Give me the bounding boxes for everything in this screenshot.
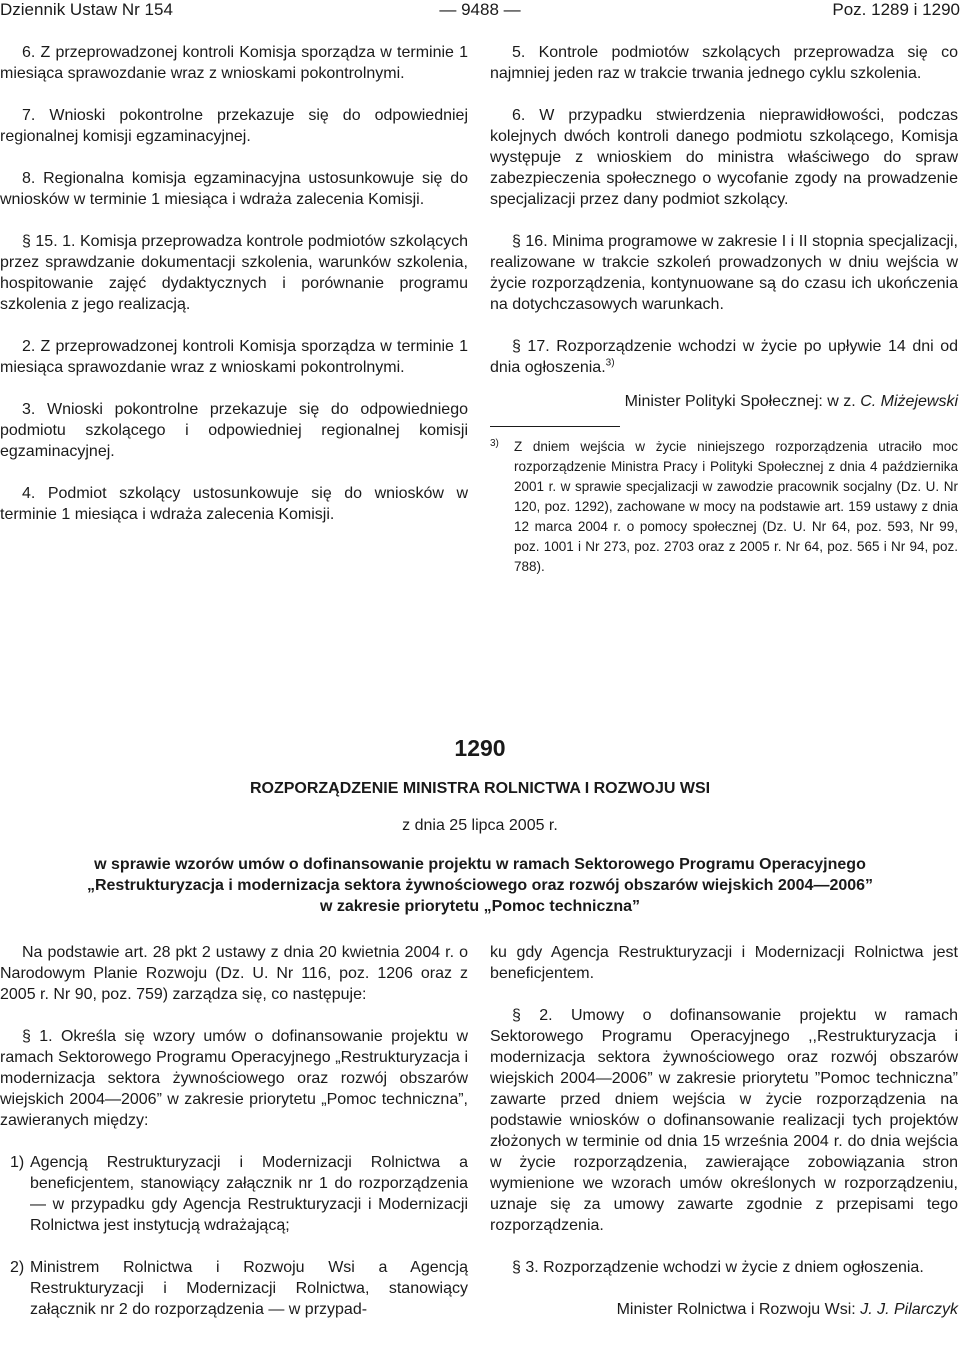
- footnote-divider: [490, 426, 620, 427]
- paragraph: 6. Z przeprowadzonej kontroli Komisja sporządza w terminie 1 miesiąca sprawozdanie wraz z wnioskami pokontrolnymi.: [0, 44, 468, 82]
- signature-name: J. J. Pilarczyk: [860, 1301, 958, 1318]
- lower-left-column: [0, 942, 468, 1341]
- paragraph: 7. Wnioski pokontrolne przekazuje się do odpowiedniej regionalnej komisji egzaminacyjnej.: [0, 107, 468, 145]
- paragraph-section-16: § 16. Minima programowe w zakresie I i II stopnia specjalizacji, realizowane w trakcie szkoleń prowadzonych w dniu wejścia w życie rozporządzenia, kontynuowane są do czasu ich ukończenia na dotychczasowych warunkach.: [490, 233, 958, 313]
- paragraph: 4. Podmiot szkolący ustosunkowuje się do wniosków w terminie 1 miesiąca i wdraża zalecenia Komisji.: [0, 485, 468, 523]
- paragraph: 3. Wnioski pokontrolne przekazuje się do odpowiedniego podmiotu szkolącego i odpowiedniej regionalnej komisji egzaminacyjnej.: [0, 401, 468, 460]
- list-item-number: 2): [10, 1259, 25, 1276]
- act-subject-line: „Restrukturyzacja i modernizacja sektora żywnościowego oraz rozwój obszarów wiejskich 2004—2006”: [86, 877, 874, 894]
- running-header: [0, 0, 960, 22]
- upper-left-column: [0, 42, 468, 546]
- signature-minister-social-policy: [490, 391, 958, 412]
- footnote-text: Z dniem wejścia w życie niniejszego rozporządzenia utraciło moc rozporządzenie Ministra Pracy i Polityki Społecznej z dnia 4 października 2001 r. w sprawie specjalizacji w zawodzie pracownik socjalny (Dz. U. Nr 120, poz. 1292), zachowane w mocy na podstawie art. 159 ustawy z dnia 12 marca 2004 r. o pomocy społecznej (Dz. U. Nr 64, poz. 593, Nr 99, poz. 1001 i Nr 273, poz. 2703 oraz z 2005 r. Nr 64, poz. 565 i Nr 94, poz. 788).: [514, 439, 958, 574]
- act-heading: [0, 735, 960, 917]
- paragraph-section-15: § 15. 1. Komisja przeprowadza kontrole podmiotów szkolących przez sprawdzanie dokumentacji szkolenia, warunków szkolenia, hospitowanie zajęć dydaktycznych i porównanie programu szkolenia z jego realizacją.: [0, 233, 468, 313]
- lower-right-column: [490, 942, 958, 1320]
- act-subject: [0, 854, 960, 917]
- list-item-text: Agencją Restrukturyzacji i Modernizacji Rolnictwa a beneficjentem, stanowiący załącznik nr 1 do rozporządzenia — w przypadku gdy Agencja Restrukturyzacji i Modernizacji Rolnictwa jest instytucją wdrażającą;: [30, 1154, 468, 1234]
- paragraph-section-3: § 3. Rozporządzenie wchodzi w życie z dniem ogłoszenia.: [512, 1259, 924, 1276]
- legal-basis: Na podstawie art. 28 pkt 2 ustawy z dnia 20 kwietnia 2004 r. o Narodowym Planie Rozwoju (Dz. U. Nr 116, poz. 1206 oraz z 2005 r. Nr 90, poz. 759) zarządza się, co następuje:: [0, 944, 468, 1003]
- paragraph: 8. Regionalna komisja egzaminacyjna ustosunkowuje się do wniosków w terminie 1 miesiąca i wdraża zalecenia Komisji.: [0, 170, 468, 208]
- position-label: Poz. 1289 i 1290: [832, 0, 960, 19]
- footnote-mark: 3): [490, 438, 499, 449]
- paragraph-continuation: ku gdy Agencja Restrukturyzacji i Modernizacji Rolnictwa jest beneficjentem.: [490, 944, 958, 982]
- signature-name: C. Miżejewski: [860, 393, 958, 410]
- upper-right-column: [490, 42, 958, 577]
- list-item-number: 1): [10, 1154, 25, 1171]
- paragraph-section-2: § 2. Umowy o dofinansowanie projektu w ramach Sektorowego Programu Operacyjnego ,,Restrukturyzacja i modernizacja sektora żywnościowego oraz rozwój obszarów wiejskich 2004—2006” w zakresie priorytetu ”Pomoc techniczna” zawarte przed dniem wejścia w życie rozporządzenia na podstawie wniosków o dofinansowanie realizacji tych projektów złożonych w terminie od dnia 15 września 2004 r. do dnia wejścia w życie rozporządzenia, zawierające zobowiązania stron wymienione we wzorach umów określonych w rozporządzeniu, uznaje się za umowy zawarte zgodnie z przepisami tego rozporządzenia.: [490, 1007, 958, 1234]
- paragraph: 5. Kontrole podmiotów szkolących przeprowadza się co najmniej jeden raz w trakcie trwania jednego cyklu szkolenia.: [490, 44, 958, 82]
- paragraph-section-17: [490, 336, 958, 378]
- signature-role: Minister Polityki Społecznej: w z.: [624, 393, 856, 410]
- act-number: 1290: [454, 735, 506, 761]
- paragraph: 2. Z przeprowadzonej kontroli Komisja sporządza w terminie 1 miesiąca sprawozdanie wraz z wnioskami pokontrolnymi.: [0, 338, 468, 376]
- act-title: ROZPORZĄDZENIE MINISTRA ROLNICTWA I ROZWOJU WSI: [249, 780, 711, 797]
- act-subject-line: w zakresie priorytetu „Pomoc techniczna”: [319, 898, 641, 915]
- journal-title: Dziennik Ustaw Nr 154: [0, 0, 173, 19]
- footnote: [490, 437, 958, 577]
- section-17-text: § 17. Rozporządzenie wchodzi w życie po upływie 14 dni od dnia ogłoszenia.: [490, 338, 958, 376]
- act-subject-line: w sprawie wzorów umów o dofinansowanie projektu w ramach Sektorowego Programu Operacyjnego: [94, 856, 866, 873]
- signature-minister-agriculture: [490, 1299, 958, 1320]
- list-item: [0, 1257, 468, 1320]
- footnote-ref: 3): [605, 357, 615, 369]
- list-item-text: Ministrem Rolnictwa i Rozwoju Wsi a Agencją Restrukturyzacji i Modernizacji Rolnictwa, stanowiący załącznik nr 2 do rozporządzenia — w przypad-: [30, 1259, 468, 1318]
- list-item: [0, 1152, 468, 1236]
- page-number: — 9488 —: [439, 0, 521, 19]
- signature-role: Minister Rolnictwa i Rozwoju Wsi:: [616, 1301, 856, 1318]
- paragraph: 6. W przypadku stwierdzenia nieprawidłowości, podczas kolejnych dwóch kontroli danego podmiotu szkolącego, Komisja występuje z wnioskiem do ministra właściwego do spraw zabezpieczenia społecznego o wycofanie zgody na prowadzenie specjalizacji przez dany podmiot szkolący.: [490, 107, 958, 208]
- act-date: z dnia 25 lipca 2005 r.: [402, 817, 558, 834]
- paragraph-section-1: § 1. Określa się wzory umów o dofinansowanie projektu w ramach Sektorowego Programu Operacyjnego „Restrukturyzacja i modernizacja sektora żywnościowego oraz rozwój obszarów wiejskich 2004—2006” w zakresie priorytetu „Pomoc techniczna”, zawieranych między:: [0, 1028, 468, 1129]
